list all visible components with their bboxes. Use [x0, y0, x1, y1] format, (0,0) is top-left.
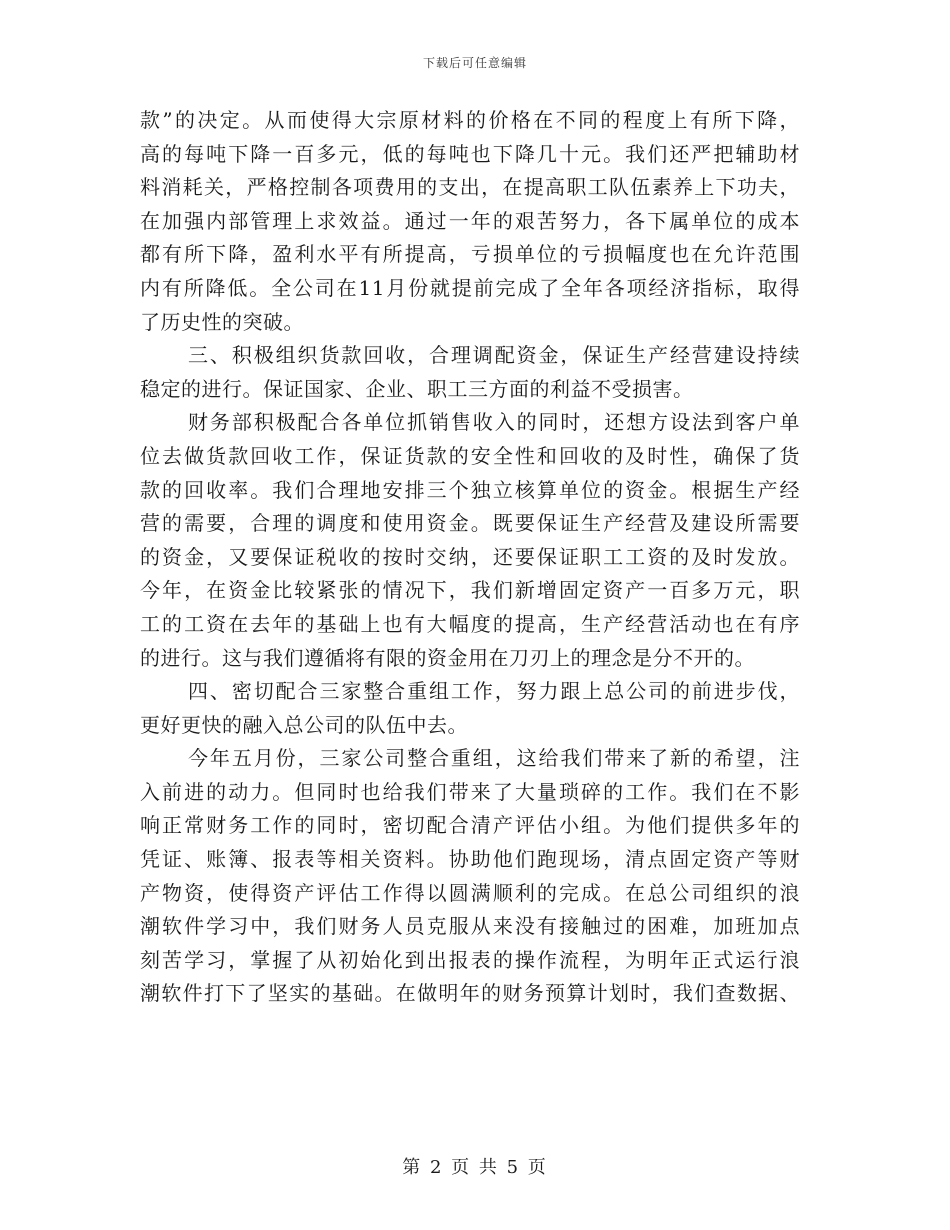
text-line: 营的需要，合理的调度和使用资金。既要保证生产经营及建设所需要: [140, 511, 800, 536]
text-line: 今年五月份，三家公司整合重组，这给我们带来了新的希望，注: [188, 746, 800, 771]
text-line: 内有所降低。全公司在11月份就提前完成了全年各项经济指标，取得: [140, 275, 800, 300]
page-header-note: 下载后可任意编辑: [422, 56, 527, 70]
text-line: 款的回收率。我们合理地安排三个独立核算单位的资金。根据生产经: [140, 477, 800, 502]
text-line: 响正常财务工作的同时，密切配合清产评估小组。为他们提供多年的: [140, 813, 800, 838]
document-body: [140, 104, 800, 1011]
text-line: 凭证、账簿、报表等相关资料。协助他们跑现场，清点固定资产等财: [140, 847, 800, 872]
text-line: 位去做货款回收工作，保证货款的安全性和回收的及时性，确保了货: [140, 443, 800, 468]
text-line: 潮软件打下了坚实的基础。在做明年的财务预算计划时，我们查数据、: [140, 981, 800, 1006]
text-line: 潮软件学习中，我们财务人员克服从来没有接触过的困难，加班加点: [140, 914, 800, 939]
page-number-footer: 第 2 页 共 5 页: [402, 1157, 548, 1178]
text-line: 入前进的动力。但同时也给我们带来了大量琐碎的工作。我们在不影: [140, 779, 800, 804]
section-heading-line: 三、积极组织货款回收，合理调配资金，保证生产经营建设持续: [188, 343, 800, 368]
text-line: 都有所下降，盈利水平有所提高，亏损单位的亏损幅度也在允许范围: [140, 242, 800, 267]
text-line: 在加强内部管理上求效益。通过一年的艰苦努力，各下属单位的成本: [140, 208, 800, 233]
text-line: 今年，在资金比较紧张的情况下，我们新增固定资产一百多万元，职: [140, 578, 800, 603]
text-line: 刻苦学习，掌握了从初始化到出报表的操作流程，为明年正式运行浪: [140, 947, 800, 972]
text-line: 的资金，又要保证税收的按时交纳，还要保证职工工资的及时发放。: [140, 544, 800, 569]
text-line: 款”的决定。从而使得大宗原材料的价格在不同的程度上有所下降，: [140, 108, 800, 132]
text-line: 了历史性的突破。: [140, 309, 304, 334]
text-line: 产物资，使得资产评估工作得以圆满顺利的完成。在总公司组织的浪: [140, 880, 800, 905]
text-line: 的进行。这与我们遵循将有限的资金用在刀刃上的理念是分不开的。: [140, 645, 755, 670]
section-heading-line: 四、密切配合三家整合重组工作，努力跟上总公司的前进步伐，: [188, 679, 800, 704]
text-line: 高的每吨下降一百多元，低的每吨也下降几十元。我们还严把辅助材: [140, 141, 800, 166]
section-heading-line: 稳定的进行。保证国家、企业、职工三方面的利益不受损害。: [140, 376, 694, 401]
text-line: 工的工资在去年的基础上也有大幅度的提高，生产经营活动也在有序: [140, 611, 800, 636]
text-line: 料消耗关，严格控制各项费用的支出，在提高职工队伍素养上下功夫，: [140, 175, 800, 200]
text-line: 财务部积极配合各单位抓销售收入的同时，还想方设法到客户单: [188, 410, 800, 435]
section-heading-line: 更好更快的融入总公司的队伍中去。: [140, 712, 468, 737]
